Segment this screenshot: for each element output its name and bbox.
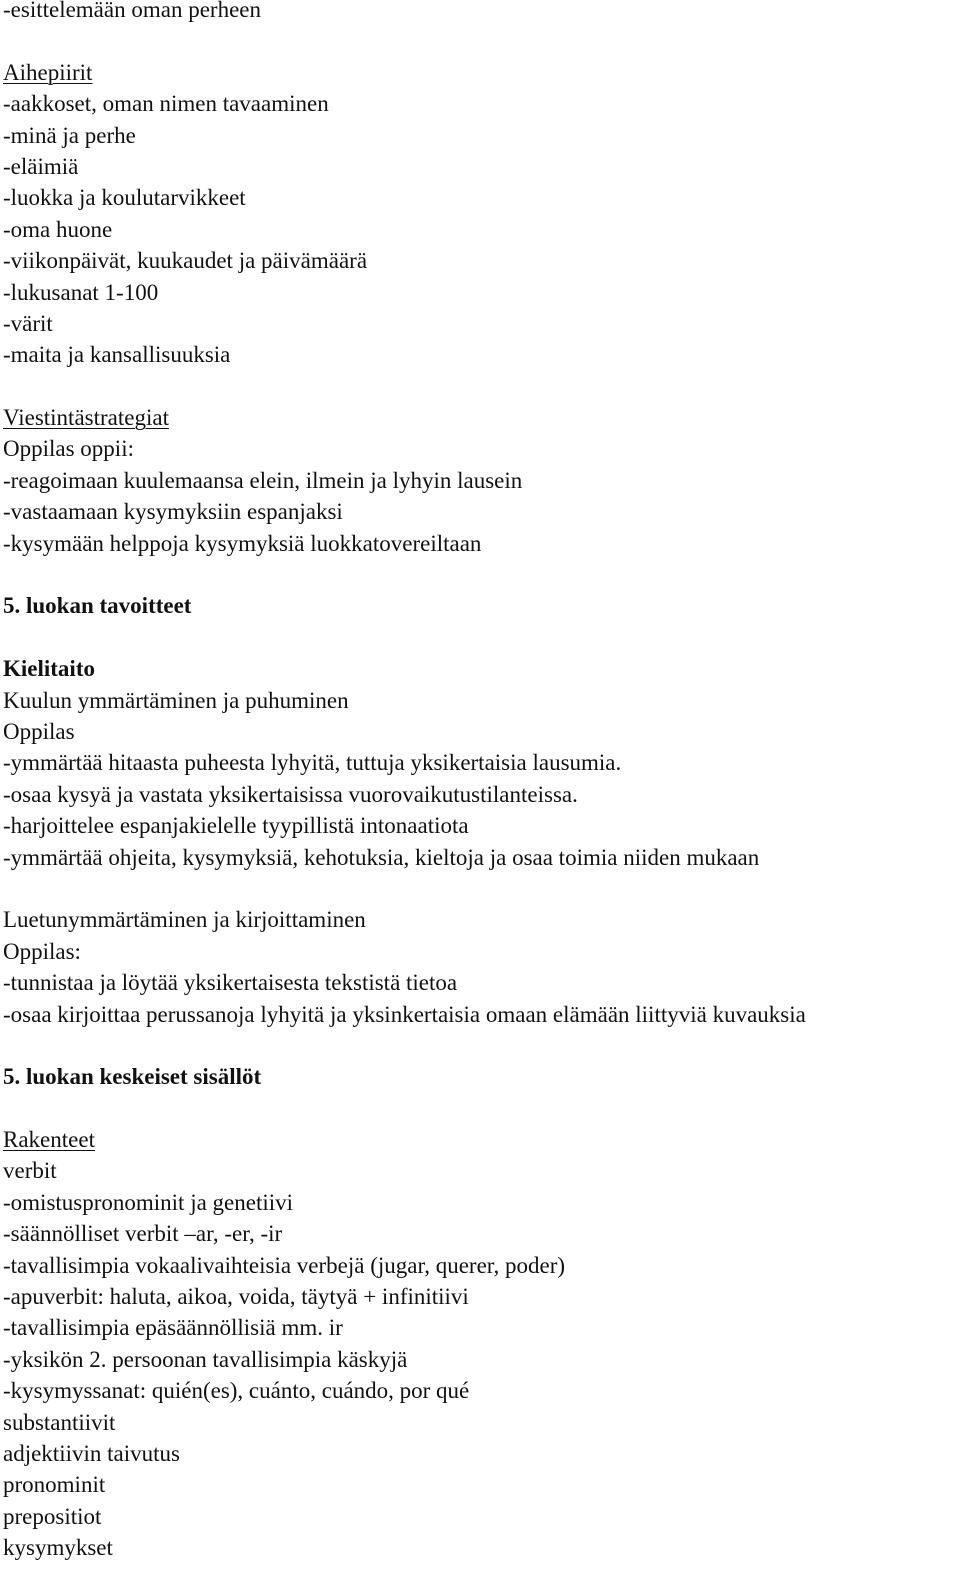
list-item: -minä ja perhe [3,122,136,148]
list-item: kysymykset [3,1535,113,1561]
list-item: -ymmärtää hitaasta puheesta lyhyitä, tuttuja yksikertaisia lausumia. [3,750,622,776]
list-item: -tavallisimpia vokaalivaihteisia verbejä (jugar, querer, poder) [3,1252,566,1278]
subheading: Oppilas: [3,938,81,964]
list-item: substantiivit [3,1409,116,1435]
subheading: Oppilas [3,718,75,744]
list-item: verbit [3,1158,57,1184]
list-item: -yksikön 2. persoonan tavallisimpia käskyjä [3,1346,408,1372]
list-item: -osaa kirjoittaa perussanoja lyhyitä ja yksinkertaisia omaan elämään liittyviä kuvauksia [3,1001,806,1027]
list-item: adjektiivin taivutus [3,1440,180,1466]
spacer [3,25,958,56]
list-item: -kysymyssanat: quién(es), cuánto, cuándo, por qué [3,1378,470,1404]
list-item: -aakkoset, oman nimen tavaaminen [3,91,329,117]
spacer [3,622,958,653]
list-item: -harjoittelee espanjakielelle tyypillistä intonaatiota [3,813,469,839]
list-item: -oma huone [3,216,113,242]
list-item: -maita ja kansallisuuksia [3,342,231,368]
list-item: -eläimiä [3,153,79,179]
list-item: -ymmärtää ohjeita, kysymyksiä, kehotuksia, kieltoja ja osaa toimia niiden mukaan [3,844,760,870]
section-heading-tavoitteet: 5. luokan tavoitteet [3,593,192,619]
list-item: -lukusanat 1-100 [3,279,159,305]
subsection-heading-kielitaito: Kielitaito [3,656,95,682]
list-item: prepositiot [3,1503,102,1529]
subheading-kuulun: Kuulun ymmärtäminen ja puhuminen [3,687,349,713]
list-item: -omistuspronominit ja genetiivi [3,1189,294,1215]
list-item: -apuverbit: haluta, aikoa, voida, täytyä + infinitiivi [3,1284,469,1310]
spacer [3,371,958,402]
section-heading-aihepiirit: Aihepiirit [3,59,93,85]
list-item: -kysymään helppoja kysymyksiä luokkatovereiltaan [3,530,482,556]
section-heading-viestintastrategiat: Viestintästrategiat [3,405,169,431]
spacer [3,873,958,904]
list-item: -osaa kysyä ja vastata yksikertaisissa vuorovaikutustilanteissa. [3,781,578,807]
list-item: -luokka ja koulutarvikkeet [3,185,246,211]
list-item: pronominit [3,1472,106,1498]
spacer [3,1093,958,1124]
list-item: -tunnistaa ja löytää yksikertaisesta tekstistä tietoa [3,970,458,996]
list-item: -tavallisimpia epäsäännöllisiä mm. ir [3,1315,343,1341]
document-page [3,0,958,1564]
spacer [3,1030,958,1061]
section-heading-sisallot: 5. luokan keskeiset sisällöt [3,1064,262,1090]
subheading: Oppilas oppii: [3,436,134,462]
subheading-luetun: Luetunymmärtäminen ja kirjoittaminen [3,907,366,933]
list-item: -säännölliset verbit –ar, -er, -ir [3,1221,283,1247]
subsection-heading-rakenteet: Rakenteet [3,1127,95,1153]
list-item: -reagoimaan kuulemaansa elein, ilmein ja lyhyin lausein [3,467,523,493]
intro-line: -esittelemään oman perheen [3,0,261,22]
spacer [3,559,958,590]
list-item: -vastaamaan kysymyksiin espanjaksi [3,499,343,525]
list-item: -viikonpäivät, kuukaudet ja päivämäärä [3,248,368,274]
list-item: -värit [3,310,53,336]
